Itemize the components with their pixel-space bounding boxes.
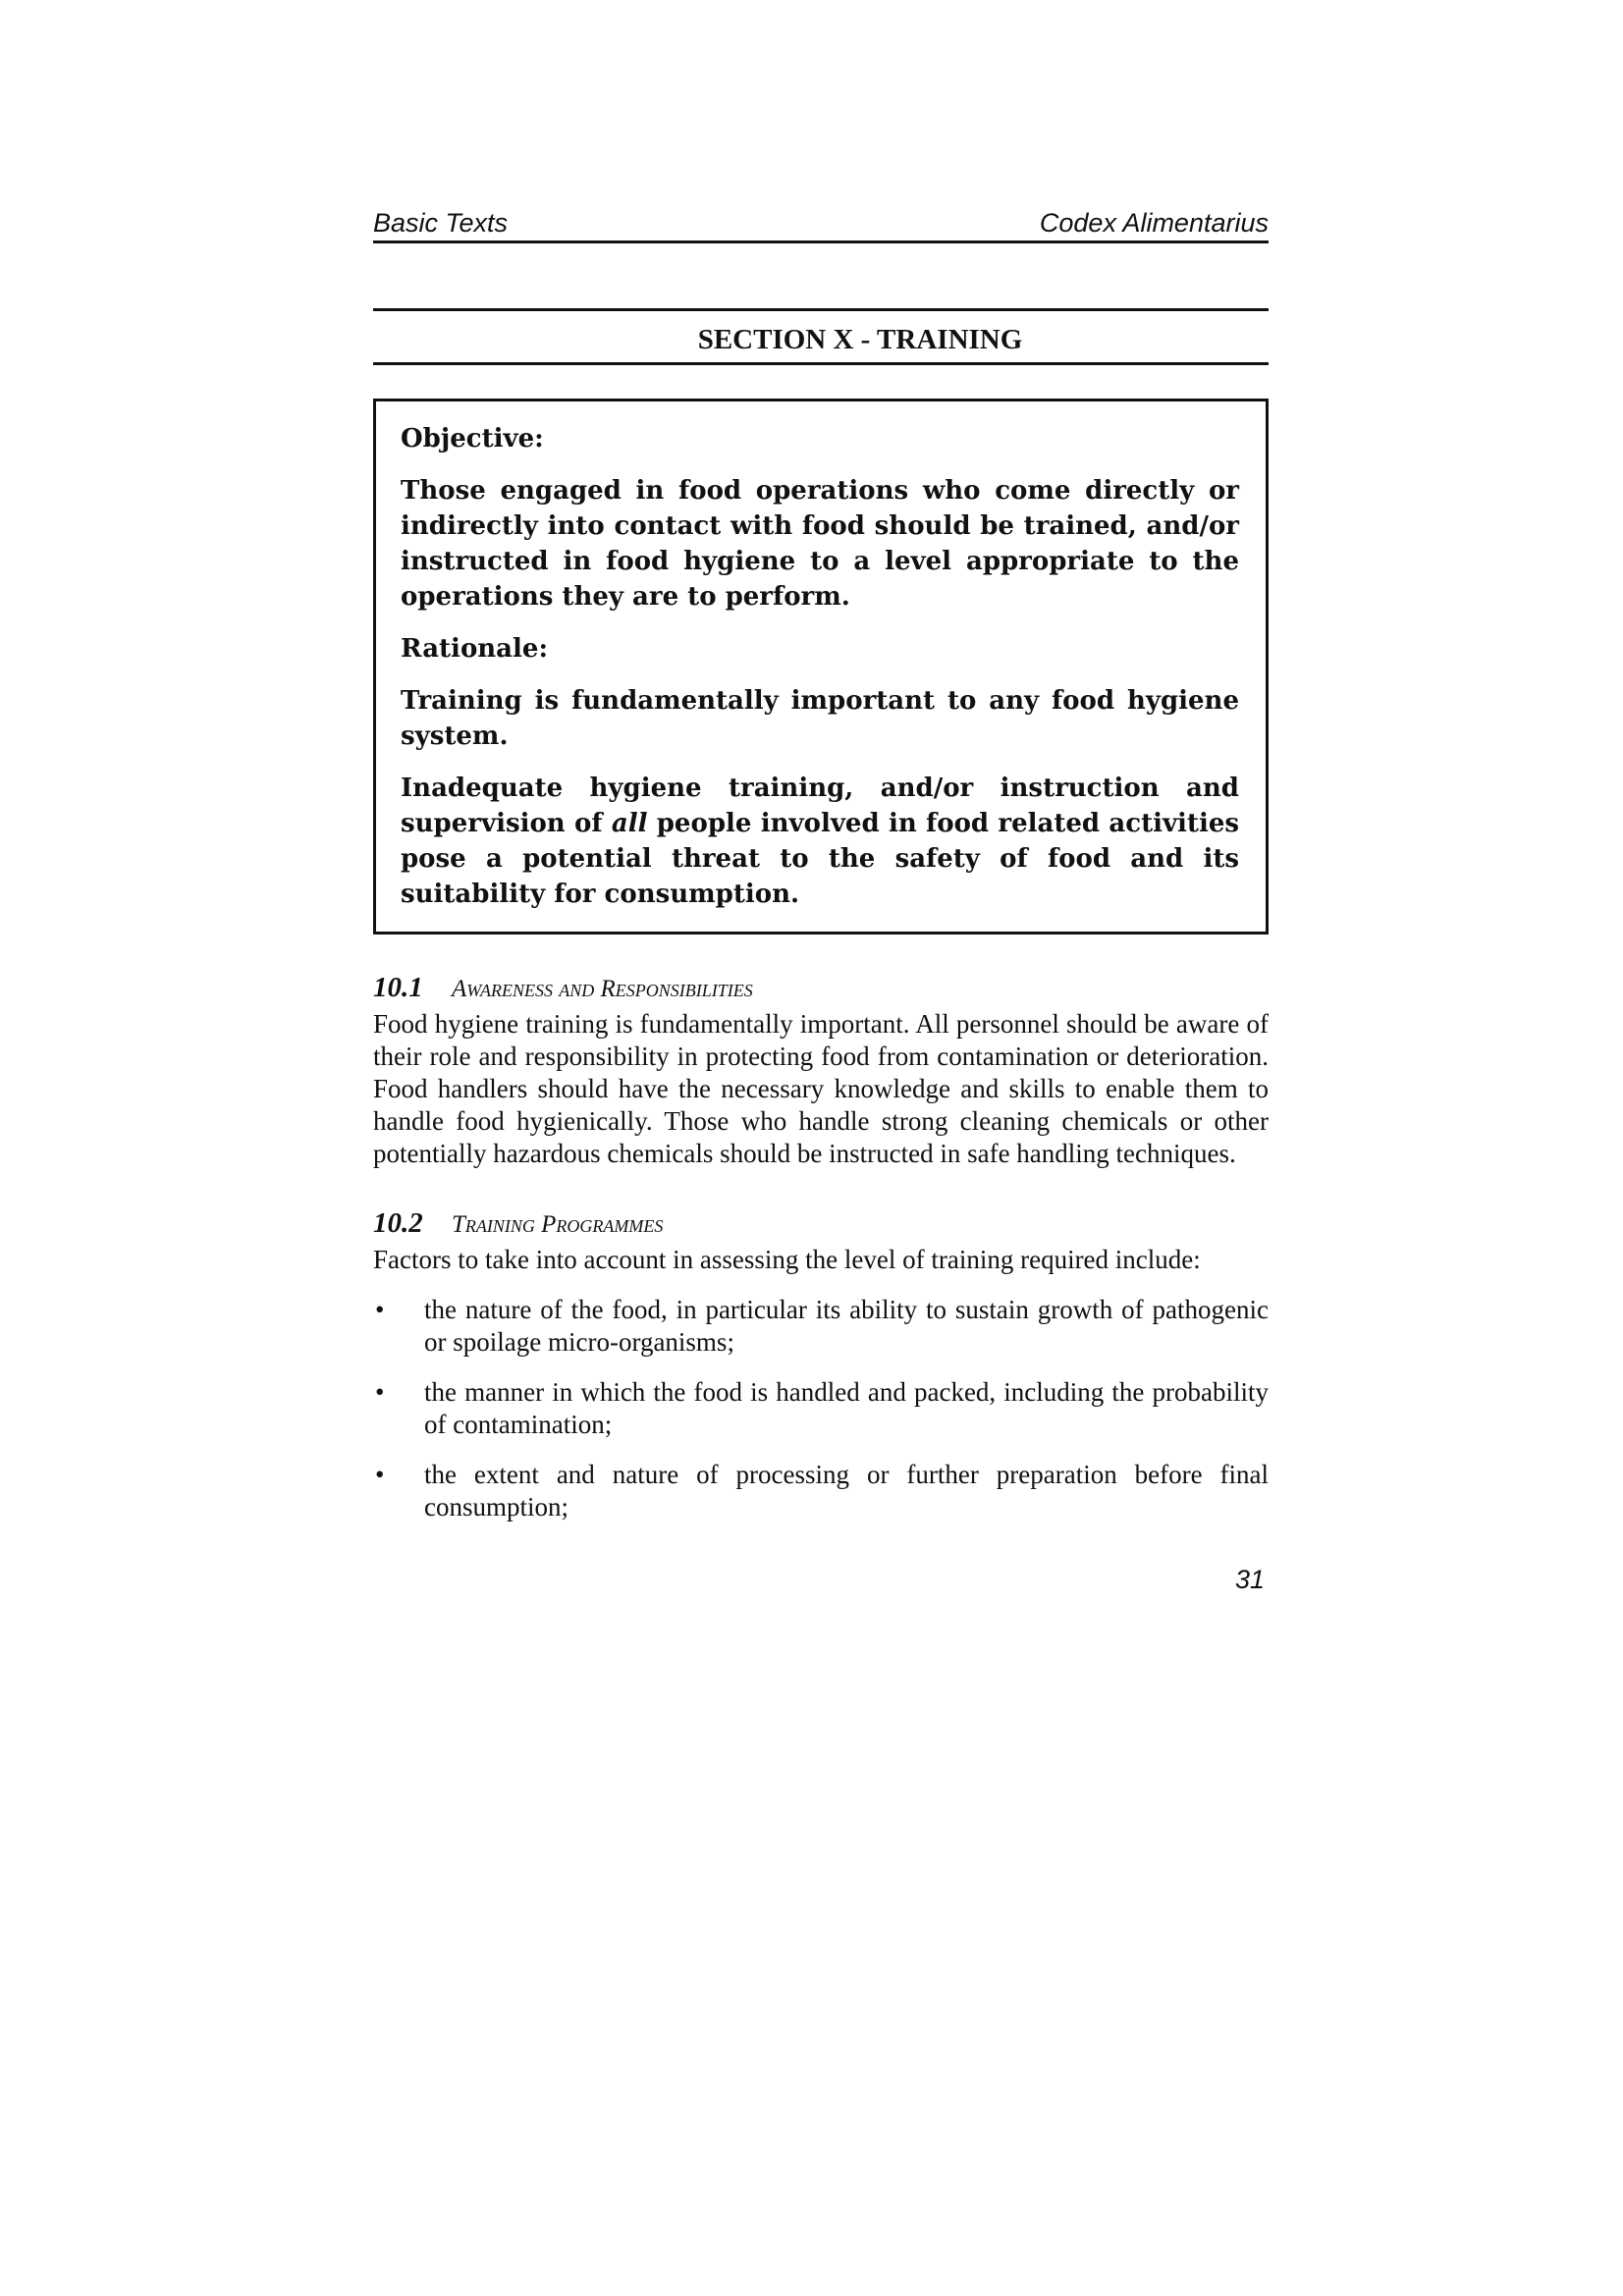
- rationale-text-2: [401, 771, 1239, 912]
- subsection-title: Training Programmes: [452, 1211, 664, 1238]
- list-item-text: the manner in which the food is handled and packed, including the probability of contamination;: [424, 1377, 1269, 1439]
- bullet-icon: •: [375, 1460, 385, 1489]
- subsection-body-10-2: Factors to take into account in assessing the level of training required include:: [373, 1245, 1201, 1274]
- objective-text: Those engaged in food operations who come directly or indirectly into contact with food should be trained, and/or instructed in food hygiene to a level appropriate to the operations they are to perform.: [401, 476, 1239, 612]
- rationale-text-2-suffix: people involved in food related activities pose a potential threat to the safety of food and its suitability for consumption.: [401, 809, 1239, 909]
- header-right-title: Codex Alimentarius: [1039, 208, 1269, 238]
- page-number: 31: [1234, 1565, 1265, 1594]
- rationale-text-2-prefix: Inadequate hygiene training, and/or instruction and supervision of: [401, 774, 1239, 838]
- rationale-emphasis: all: [611, 809, 648, 838]
- section-title: SECTION X - TRAINING: [373, 308, 1269, 365]
- list-item-text: the extent and nature of processing or further preparation before final consumption;: [424, 1460, 1269, 1522]
- list-item: [373, 1376, 1269, 1441]
- objective-box: [373, 399, 1269, 934]
- objective-heading: Objective:: [401, 424, 544, 454]
- list-item-text: the nature of the food, in particular its ability to sustain growth of pathogenic or spoilage micro-organisms;: [424, 1295, 1269, 1357]
- subsection-title: Awareness and Responsibilities: [452, 976, 753, 1002]
- list-item: [373, 1294, 1269, 1359]
- subsection-number: 10.1: [373, 972, 423, 1003]
- subsection-body-10-1: Food hygiene training is fundamentally important. All personnel should be aware of their role and responsibility in protecting food from contamination or deterioration. Food handlers should have the necessary knowledge and skills to enable them to handle food hygienically. Those who handle strong cleaning chemicals or other potentially hazardous chemicals should be instructed in safe handling techniques.: [373, 1009, 1269, 1168]
- bullet-icon: •: [375, 1377, 385, 1407]
- subsection-heading-10-1: [373, 972, 1269, 1004]
- document-page: [373, 201, 1269, 1595]
- rationale-heading: Rationale:: [401, 634, 549, 664]
- running-header: [373, 201, 1269, 243]
- list-item: [373, 1459, 1269, 1523]
- training-factors-list: [373, 1294, 1269, 1523]
- bullet-icon: •: [375, 1295, 385, 1324]
- header-left-title: Basic Texts: [373, 208, 509, 238]
- subsection-number: 10.2: [373, 1207, 423, 1239]
- rationale-text-1: Training is fundamentally important to any food hygiene system.: [401, 686, 1239, 751]
- subsection-heading-10-2: [373, 1207, 1269, 1240]
